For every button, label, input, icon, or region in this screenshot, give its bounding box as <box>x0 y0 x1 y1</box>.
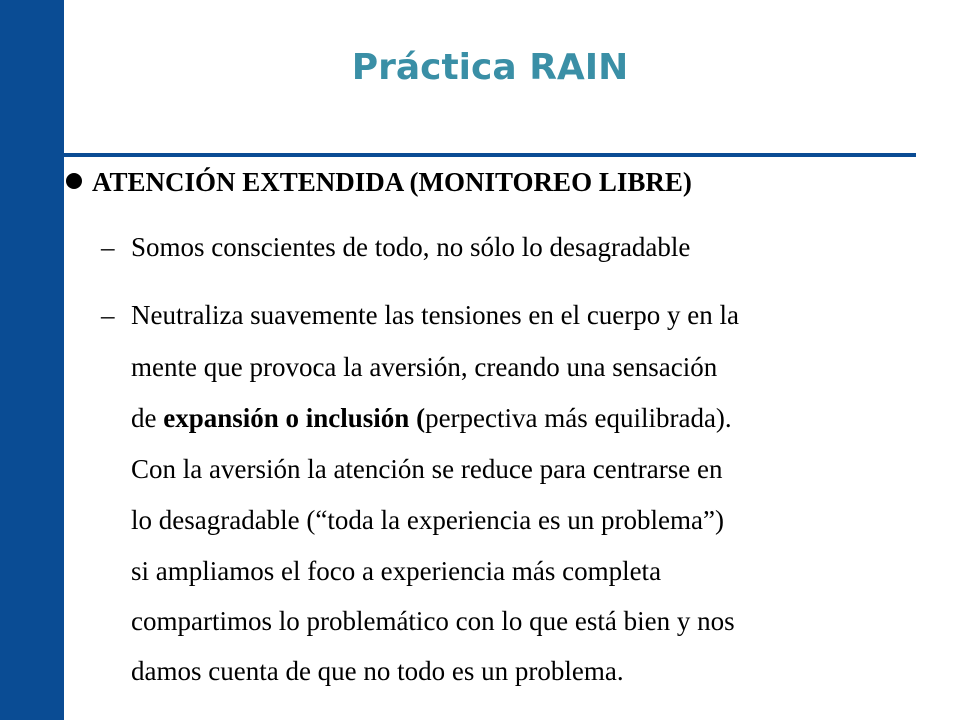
sub-bullet-1-text: Somos conscientes de todo, no sólo lo desagradable <box>131 232 691 262</box>
bullet-dot-icon <box>66 173 82 189</box>
sub-bullet-2-line-6: si ampliamos el foco a experiencia más completa <box>131 556 662 586</box>
left-blue-sidebar <box>0 0 64 720</box>
line-3-suffix: perpectiva más equilibrada). <box>425 403 732 433</box>
sub-bullet-2-line-1: Neutraliza suavemente las tensiones en el cuerpo y en la <box>131 300 740 330</box>
sub-bullet-2-line-7: compartimos lo problemático con lo que está bien y nos <box>131 606 735 636</box>
sub-bullet-2-line-2: mente que provoca la aversión, creando una sensación <box>131 352 718 382</box>
title-underline-rule <box>64 153 916 157</box>
sub-bullet-2-line-8: damos cuenta de que no todo es un problema. <box>131 656 624 686</box>
emphasis-expansion: expansión o inclusión ( <box>163 403 426 433</box>
main-bullet <box>66 166 692 198</box>
line-3-prefix: de <box>131 403 164 433</box>
slide-title: Práctica RAIN <box>351 47 629 88</box>
main-bullet-text: ATENCIÓN EXTENDIDA (MONITOREO LIBRE) <box>92 167 692 197</box>
sub-bullet-2-line-5: lo desagradable (“toda la experiencia es un problema”) <box>131 505 724 535</box>
sub-bullet-2-line-4: Con la aversión la atención se reduce para centrarse en <box>131 454 723 484</box>
sub-bullet-dash-1: – <box>101 232 115 262</box>
sub-bullet-dash-2: – <box>101 300 115 330</box>
sub-bullet-2-line-3 <box>131 402 732 434</box>
